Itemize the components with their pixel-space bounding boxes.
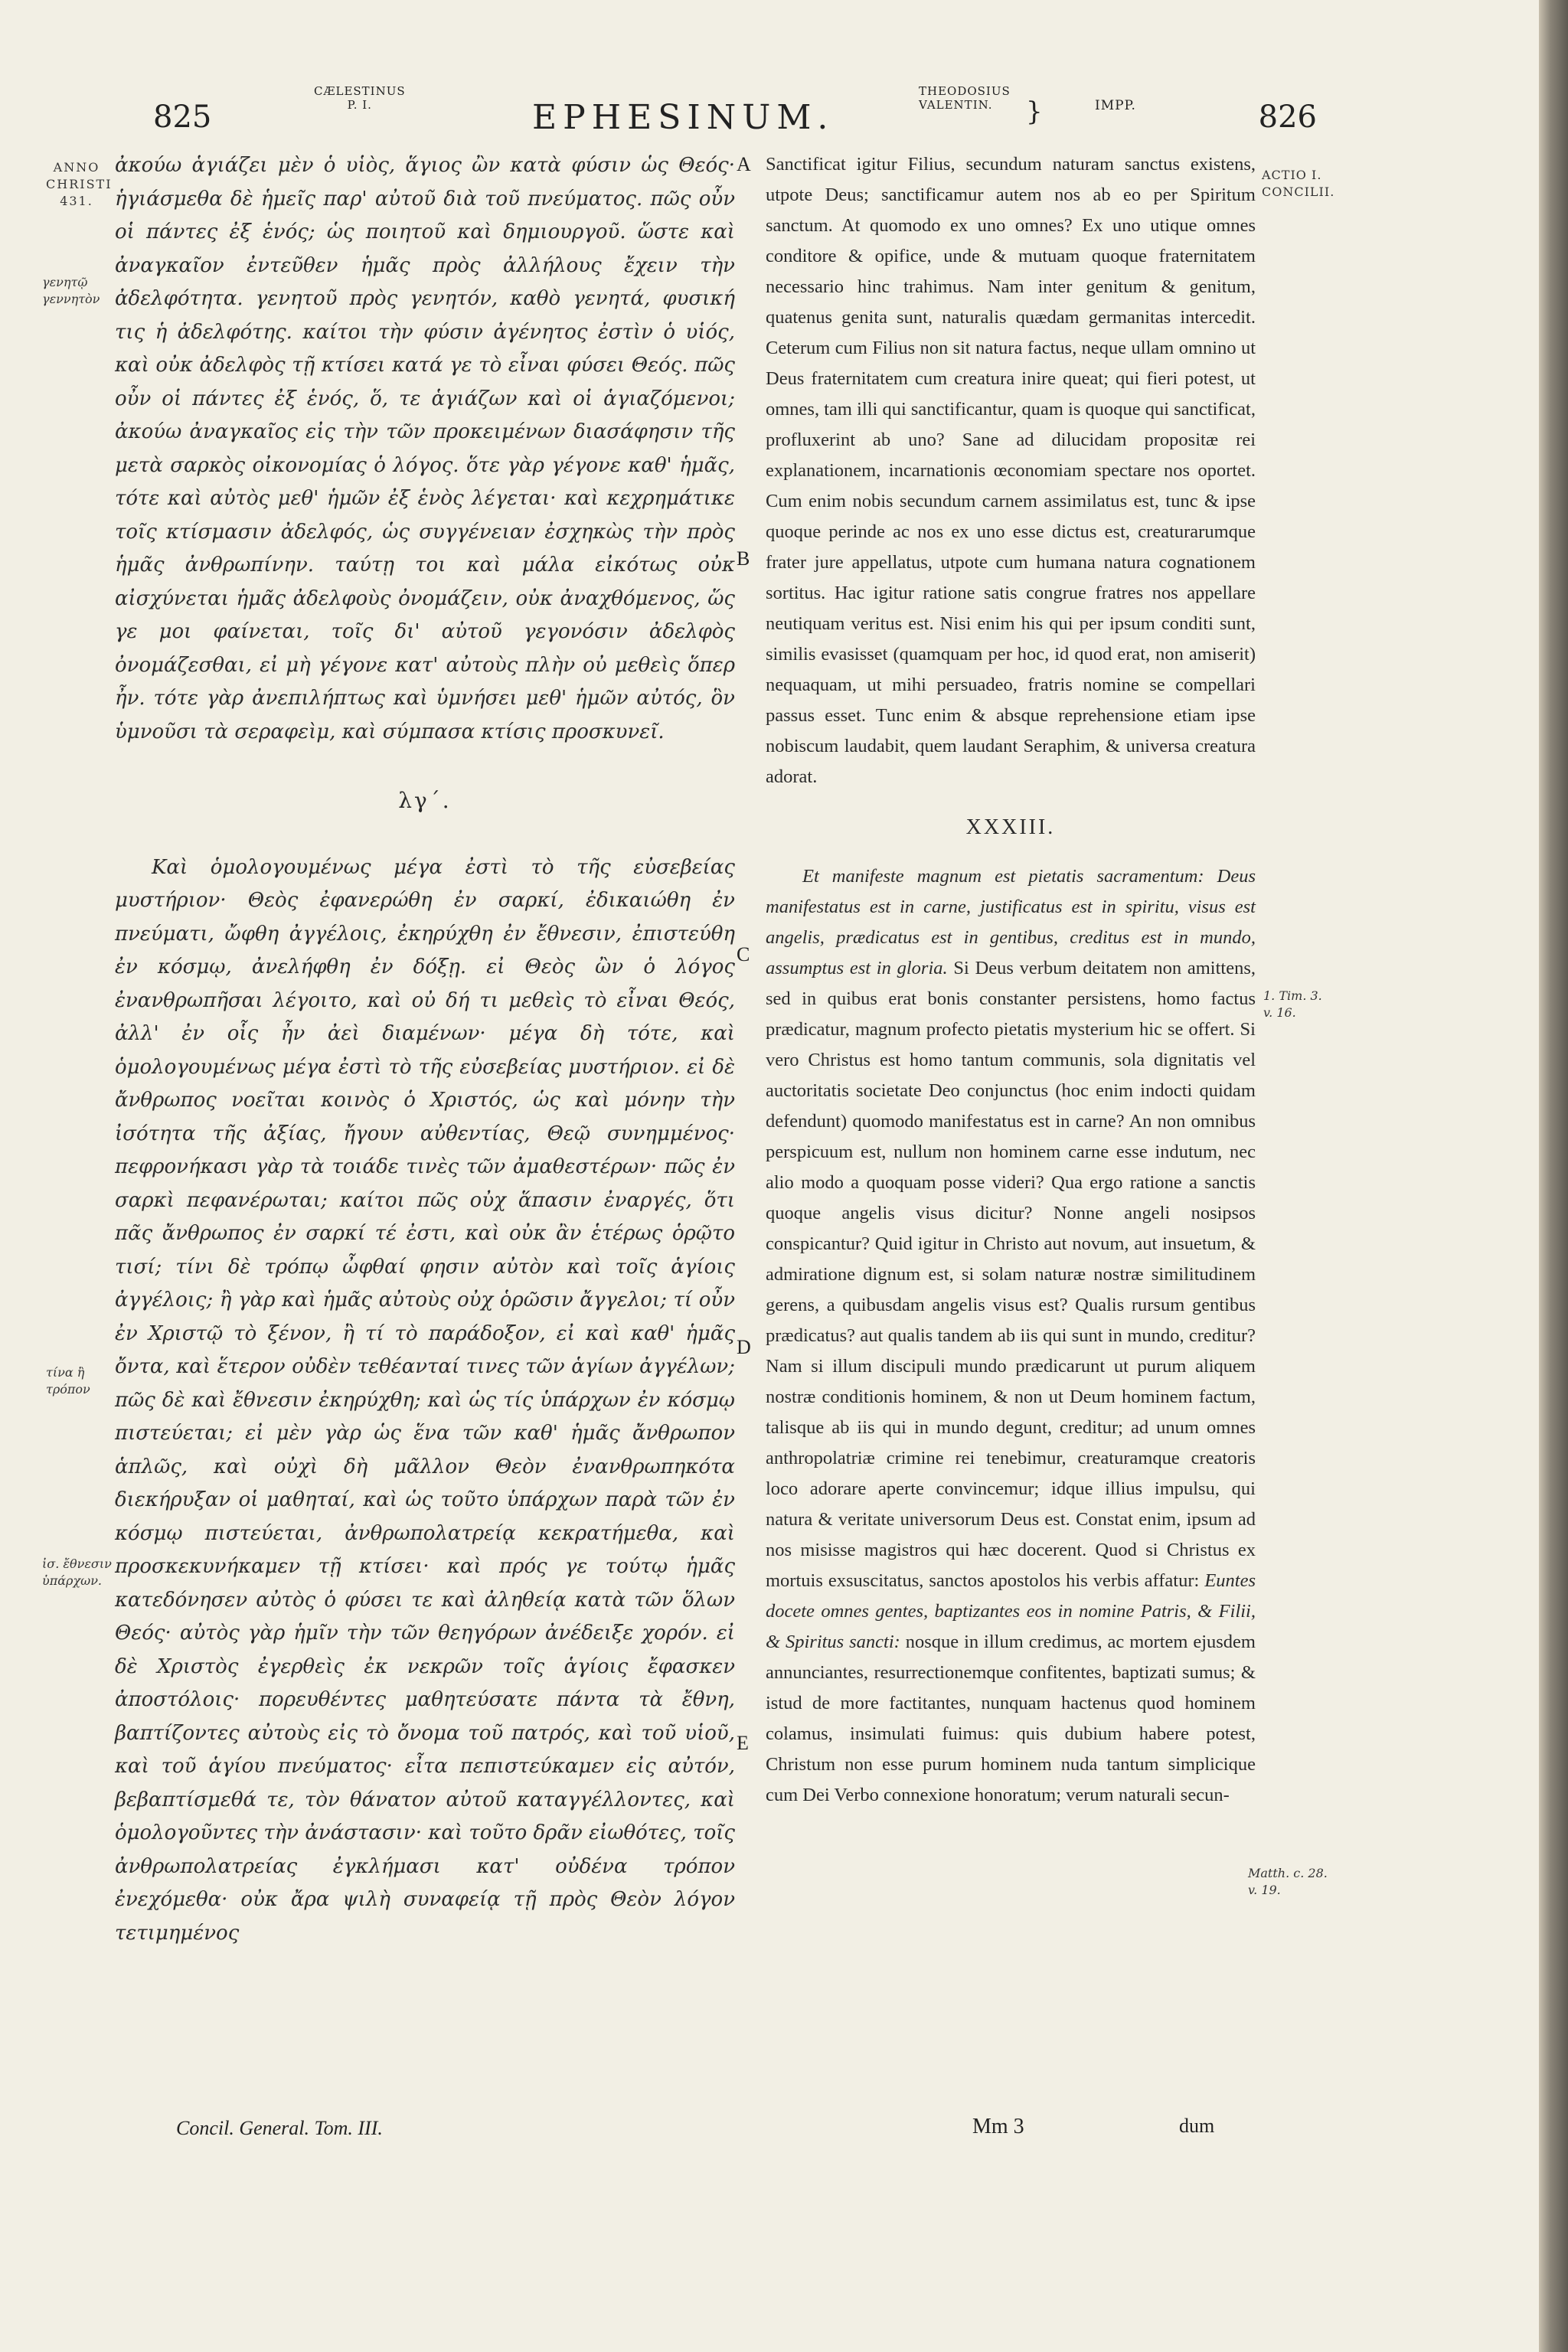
footer-signature: Mm 3: [972, 2115, 1024, 2138]
latin-paragraph-3: nosque in illum credimus, ac mortem ejusdem annunciantes, resurrectionemque confitentes, baptizati sumus; & istud de more factitantes, nunquam hactenus quod hominem colamus, insimulati fuimus: quis dubium habere potest, Christum non esse purum hominem nuda tantum simplicique cum Dei Verbo connexione honoratum; verum naturali secun-: [766, 1632, 1256, 1805]
ref-timothy-verse: v. 16.: [1263, 1005, 1296, 1020]
variant-1-b: γεννητὸν: [42, 292, 100, 306]
latin-column: [766, 149, 1256, 1811]
section-letter-a: A: [737, 153, 751, 175]
ref-timothy-chapter: 1. Tim. 3.: [1263, 988, 1322, 1003]
variant-2-b: τρόπον: [46, 1382, 90, 1396]
latin-quote-block: [766, 861, 1256, 1811]
variant-2-a: τίνα ἢ: [46, 1365, 85, 1380]
ref-matthew-chapter: Matth. c. 28.: [1248, 1866, 1328, 1880]
margin-christi: CHRISTI: [46, 177, 113, 191]
greek-paragraph-1: ἀκούω ἁγιάζει μὲν ὁ υἱὸς, ἅγιος ὢν κατὰ φύσιν ὡς Θεός· ἡγιάσμεθα δὲ ἡμεῖς παρ' αὐτοῦ διὰ τοῦ πνεύματος. πῶς οὖν οἱ πάντες ἐξ ἑνός; ὡς ποιητοῦ καὶ δημιουργοῦ. ὥστε καὶ ἀναγκαῖον ἐντεῦθεν ἡμᾶς πρὸς ἀλλήλους ἔχειν τὴν ἀδελφότητα. γενητοῦ πρὸς γενητόν, καθὸ γενητά, φυσική τις ἡ ἀδελφότης. καίτοι τὴν φύσιν ἀγένητος ἐστὶν ὁ υἱός, καὶ οὐκ ἀδελφὸς τῇ κτίσει κατά γε τὸ εἶναι φύσει Θεός. πῶς οὖν οἱ πάντες ἐξ ἑνός, ὅ, τε ἁγιάζων καὶ οἱ ἁγιαζόμενοι; ἀκούω ἀναγκαῖος εἰς τὴν τῶν προκειμένων διασάφησιν τῆς μετὰ σαρκὸς οἰκονομίας ὁ λόγος. ὅτε γὰρ γέγονε καθ' ἡμᾶς, τότε καὶ αὐτὸς μεθ' ἡμῶν ἐξ ἑνὸς λέγεται· καὶ κεχρημάτικε τοῖς κτίσμασιν ἀδελφός, ὡς συγγένειαν ἐσχηκὼς τὴν πρὸς ἡμᾶς ἀνθρωπίνην. ταύτῃ τοι καὶ μάλα εἰκότως οὐκ αἰσχύνεται ἡμᾶς ἀδελφοὺς ὀνομάζειν, οὐκ ἀναχθόμενος, ὥς γε μοι φαίνεται, τοῖς δι' αὐτοῦ γεγονόσιν ἀδελφὸς ὀνομάζεσθαι, εἰ μὴ γέγονε κατ' αὐτοὺς πλὴν οὐ μεθεὶς ὅπερ ἦν. τότε γὰρ ἀνεπιλήπτως καὶ ὑμνήσει μεθ' ἡμῶν αὐτός, ὃν ὑμνοῦσι τὰ σεραφεὶμ, καὶ σύμπασα κτίσις προσκυνεῖ.: [115, 154, 735, 743]
margin-year: 431.: [60, 194, 93, 208]
book-page-edge: [1539, 0, 1568, 2352]
variant-3-a: ἰσ. ἔθνεσιν: [42, 1557, 112, 1571]
margin-variant-2: [46, 1364, 90, 1398]
header-brace: }: [1026, 96, 1044, 127]
running-header: [153, 84, 1317, 153]
margin-actio-label: ACTIO I.: [1262, 168, 1322, 182]
header-title: EPHESINUM.: [532, 98, 835, 137]
section-letter-c: C: [737, 943, 750, 965]
margin-variant-1: [42, 274, 100, 308]
margin-actio: [1262, 167, 1334, 201]
margin-ref-timothy: [1263, 988, 1322, 1021]
latin-scripture-quote-2: Euntes docete omnes gentes, baptizantes eos in nomine Patris, & Filii, & Spiritus sancti:: [766, 1570, 1256, 1652]
greek-column: [115, 149, 735, 1950]
header-pope: [314, 84, 406, 112]
section-letter-d: D: [737, 1336, 751, 1358]
variant-3-b: ὑπάρχων.: [42, 1573, 103, 1588]
margin-year-note: [46, 159, 113, 210]
ref-matthew-verse: v. 19.: [1248, 1883, 1281, 1897]
latin-scripture-quote: Et manifeste magnum est pietatis sacramentum: Deus manifestatus est in carne, justificatus est in spiritu, visus est angelis, prædicatus est in gentibus, creditus est in mundo, assumptus est in gloria.: [766, 866, 1256, 978]
header-emperors: [919, 84, 1011, 112]
header-theodosius: THEODOSIUS: [919, 84, 1011, 98]
header-imperatores: IMPP.: [1095, 98, 1136, 113]
margin-anno: ANNO: [53, 160, 100, 175]
header-pope-number: P. I.: [347, 98, 372, 112]
greek-section-number: λγ΄.: [398, 788, 452, 813]
margin-concilii-label: CONCILII.: [1262, 185, 1335, 199]
header-valentin: VALENTIN.: [919, 98, 993, 112]
section-letter-e: E: [737, 1732, 749, 1754]
page-number-right: 826: [1258, 100, 1317, 135]
page-number-left: 825: [153, 100, 212, 135]
header-caelestinus: CÆLESTINUS: [314, 84, 406, 98]
footer-catchword: dum: [1179, 2115, 1215, 2137]
latin-section-number: XXXIII.: [965, 815, 1056, 839]
latin-paragraph-2: Si Deus verbum deitatem non amittens, sed in quibus erat bonis constanter persistens, homo factus prædicatur, magnum profecto pietatis mysterium hic se offert. Si vero Christus est homo tantum communis, sola dignitatis vel auctoritatis societate Deo conjunctus (hoc enim indocti quidam defendunt) quomodo manifestatus est in carne? An non omnibus perspicuum est, nullum non hominem carne esse indutum, nec alio modo a quoquam posse videri? Qua ergo ratione a sanctis quoque angelis visus dicitur? Nonne angeli nosipsos conspicantur? Quid igitur in Christo aut novum, aut insuetum, & admiratione dignum est, si solam naturæ nostræ similitudinem gerens, a quibusdam angelis visus est? Qualis rursum gentibus prædicatus? aut qualis tandem ab iis qui sunt in mundo, creditur? Nam si illum discipuli mundo prædicarunt ut purum aliquem nostræ conditionis hominem, & non ut Deum hominem factum, talisque ab iis qui in mundo degunt, creditur; ad unum omnes anthropolatriæ crimine rei tenebimur, creaturamque creatoris loco adorare aperte convincemur; idque illius impulsu, qui natura & veritate universorum Deus est. Constat enim, ipsum ad nos misisse magistros qui hæc docerent. Quod si Christus ex mortuis exsuscitatus, sanctos apostolos his verbis affatur:: [766, 958, 1256, 1591]
section-letter-b: B: [737, 547, 750, 570]
footer-volume: Concil. General. Tom. III.: [176, 2117, 383, 2139]
variant-1-a: γενητῷ: [42, 275, 88, 289]
margin-ref-matthew: [1248, 1865, 1328, 1899]
greek-paragraph-2: Καὶ ὁμολογουμένως μέγα ἐστὶ τὸ τῆς εὐσεβείας μυστήριον· Θεὸς ἐφανερώθη ἐν σαρκί, ἐδικαιώθη ἐν πνεύματι, ὤφθη ἀγγέλοις, ἐκηρύχθη ἐν ἔθνεσιν, ἐπιστεύθη ἐν κόσμῳ, ἀνελήφθη ἐν δόξῃ. εἰ Θεὸς ὢν ὁ λόγος ἐνανθρωπῆσαι λέγοιτο, καὶ οὐ δή τι μεθεὶς τὸ εἶναι Θεός, ἀλλ' ἐν οἷς ἦν ἀεὶ διαμένων· μέγα δὴ τότε, καὶ ὁμολογουμένως μέγα ἐστὶ τὸ τῆς εὐσεβείας μυστήριον. εἰ δὲ ἄνθρωπος νοεῖται κοινὸς ὁ Χριστός, ὡς καὶ μόνην τὴν ἰσότητα τῆς ἀξίας, ἤγουν αὐθεντίας, Θεῷ συνημμένος· πεφρονήκασι γὰρ τὰ τοιάδε τινὲς τῶν ἀμαθεστέρων· πῶς ἐν σαρκὶ πεφανέρωται; καίτοι πῶς οὐχ ἅπασιν ἐναργές, ὅτι πᾶς ἄνθρωπος ἐν σαρκί τέ ἐστι, καὶ οὐκ ἂν ἑτέρως ὁρῷτο τισί; τίνι δὲ τρόπῳ ὦφθαί φησιν αὐτὸν καὶ τοῖς ἁγίοις ἀγγέλοις; ἢ γὰρ καὶ ἡμᾶς αὐτοὺς οὐχ ὁρῶσιν ἄγγελοι; τί οὖν ἐν Χριστῷ τὸ ξένον, ἢ τί τὸ παράδοξον, εἰ καὶ καθ' ἡμᾶς ὄντα, καὶ ἕτερον οὐδὲν τεθέανταί τινες τῶν ἁγίων ἀγγέλων; πῶς δὲ καὶ ἔθνεσιν ἐκηρύχθη; καὶ ὡς τίς ὑπάρχων ἐν κόσμῳ πιστεύεται; εἰ μὲν γὰρ ὡς ἕνα τῶν καθ' ἡμᾶς ἄνθρωπον ἁπλῶς, καὶ οὐχὶ δὴ μᾶλλον Θεὸν ἐνανθρωπηκότα διεκήρυξαν οἱ μαθηταί, καὶ ὡς τοῦτο ὑπάρχων παρὰ τῶν ἐν κόσμῳ πιστεύεται, ἀνθρωπολατρείᾳ κεκρατήμεθα, καὶ προσκεκυνήκαμεν τῇ κτίσει· καὶ πρός γε τούτῳ ἡμᾶς κατεδόνησεν αὐτὸς ὁ φύσει τε καὶ ἀληθείᾳ κατὰ τῶν ὅλων Θεός· αὐτὸς γὰρ ἡμῖν τὴν τῶν θεηγόρων ἀνέδειξε χορόν. εἰ δὲ Χριστὸς ἐγερθεὶς ἐκ νεκρῶν τοῖς ἁγίοις ἔφασκεν ἀποστόλοις· πορευθέντες μαθητεύσατε πάντα τὰ ἔθνη, βαπτίζοντες αὐτοὺς εἰς τὸ ὄνομα τοῦ πατρός, καὶ τοῦ υἱοῦ, καὶ τοῦ ἁγίου πνεύματος· εἶτα πεπιστεύκαμεν εἰς αὐτόν, βεβαπτίσμεθά τε, τὸν θάνατον αὐτοῦ καταγγέλλοντες, καὶ ὁμολογοῦντες τὴν ἀνάστασιν· καὶ τοῦτο δρᾶν εἰωθότες, τοῖς ἀνθρωπολατρείας ἐγκλήμασι κατ' οὐδένα τρόπον ἐνεχόμεθα· οὐκ ἄρα ψιλὴ συναφείᾳ τῇ πρὸς Θεὸν λόγον τετιμημένος: [115, 855, 735, 1945]
latin-paragraph-1: Sanctificat igitur Filius, secundum naturam sanctus existens, utpote Deus; sanctificamur autem nos ab eo per Spiritum sanctum. At quomodo ex uno omnes? Ex uno utique omnes conditore & opifice, unde & mutuam quoque fraternitatem necessario hinc trahimus. Nam inter genitum & genitum, quatenus genita sunt, naturalis quædam germanitas intercedit. Ceterum cum Filius non sit natura factus, neque ullam omnino ut Deus fraternitatem cum creatura inire queat; qui fieri potest, ut omnes, tam illi qui sanctificantur, quam is quoque qui sanctificat, profluxerint ab uno? Sane ad dilucidam propositæ rei explanationem, incarnationis œconomiam spectare nos oportet. Cum enim nobis secundum carnem assimilatus est, tunc & ipse quoque perinde ac nos ex uno esse dictus est, creaturarumque frater jure appellatus, utpote cum humana natura cognationem sortitus. Hac igitur ratione satis congrue fratres nos appellare neutiquam veritus est. Nisi enim his qui per ipsum conditi sunt, similis evasisset (quamquam per hoc, id quod erat, non amiserit) nequaquam, ut mihi persuadeo, fratris nomine se compellari passus esset. Tunc enim & absque reprehensione etiam ipse nobiscum laudabit, quem laudant Seraphim, & universa creatura adorat.: [766, 154, 1256, 787]
margin-variant-3: [42, 1556, 112, 1589]
